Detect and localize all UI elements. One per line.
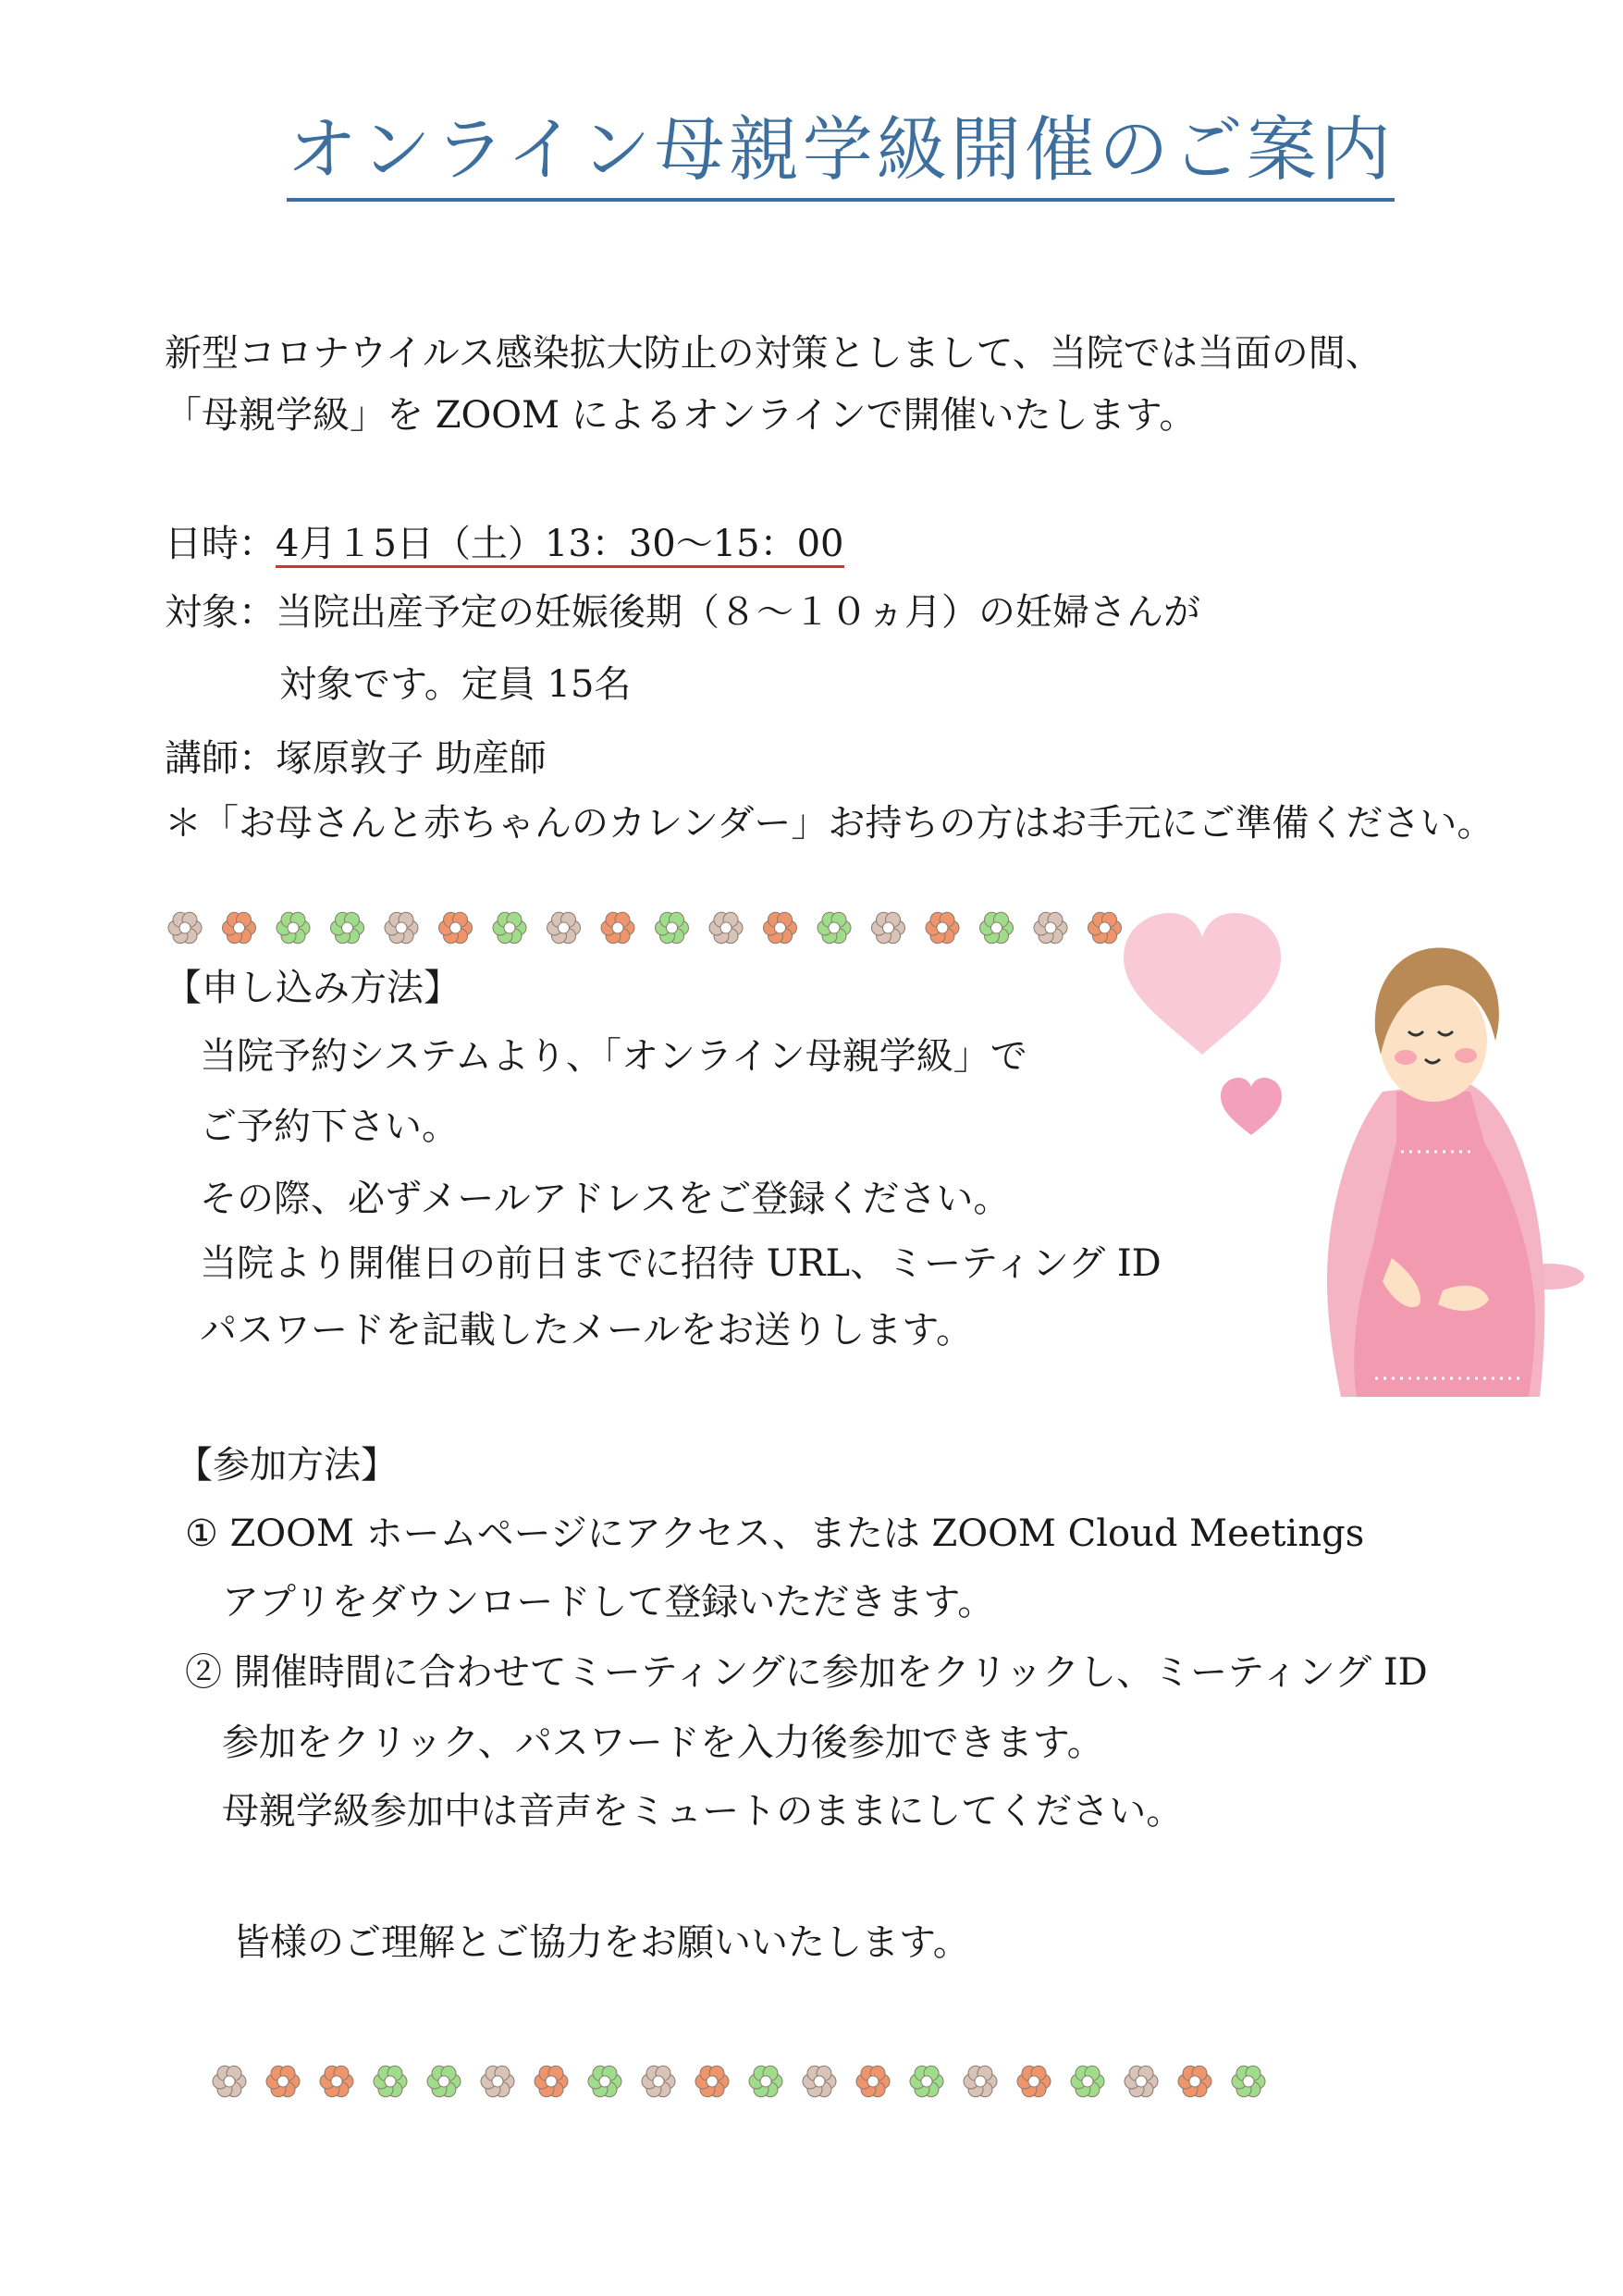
apply-line-4: 当院より開催日の前日までに招待 URL、ミーティング ID	[200, 1242, 1162, 1285]
flower-border-bottom	[211, 2063, 1284, 2100]
flower-icon	[213, 2066, 246, 2096]
flower-icon	[642, 2066, 675, 2096]
target-line-2: 対象です。定員 15名	[279, 663, 632, 706]
flower-icon	[749, 2066, 782, 2096]
flower-icon	[872, 912, 905, 943]
page-title: オンライン母親学級開催のご案内	[287, 104, 1395, 202]
flower-icon	[1034, 912, 1067, 943]
flower-icon	[588, 2066, 621, 2096]
join-line-2: アプリをダウンロードして登録いただきます。	[222, 1581, 995, 1623]
pregnant-woman-illustration	[1114, 893, 1595, 1401]
flower-icon	[374, 2066, 407, 2096]
flower-icon	[168, 912, 202, 943]
flower-icon	[910, 2066, 943, 2096]
apply-heading: 【申し込み方法】	[165, 967, 461, 1009]
flower-icon	[481, 2066, 514, 2096]
apply-line-2: ご予約下さい。	[200, 1105, 459, 1148]
calendar-note: ＊「お母さんと赤ちゃんのカレンダー」お持ちの方はお手元にご準備ください。	[165, 802, 1494, 845]
lecturer: 講師：塚原敦子 助産師	[165, 737, 547, 780]
flower-icon	[547, 912, 581, 943]
flower-icon	[1178, 2066, 1211, 2096]
flower-icon	[818, 912, 851, 943]
join-line-3: ② 開催時間に合わせてミーティングに参加をクリックし、ミーティング ID	[185, 1651, 1428, 1694]
join-heading: 【参加方法】	[176, 1444, 398, 1487]
join-line-5: 母親学級参加中は音声をミュートのままにしてください。	[222, 1790, 1184, 1833]
target-row	[165, 586, 1200, 638]
flower-icon	[439, 912, 473, 943]
flower-icon	[980, 912, 1014, 943]
flower-icon	[427, 2066, 461, 2096]
datetime-label: 日時：	[165, 523, 276, 565]
flower-icon	[493, 912, 526, 943]
flower-icon	[656, 912, 689, 943]
apply-line-3: その際、必ずメールアドレスをご登録ください。	[200, 1178, 1011, 1220]
flower-icon	[709, 912, 743, 943]
flower-icon	[277, 912, 310, 943]
join-line-4: 参加をクリック、パスワードを入力後参加できます。	[222, 1722, 1104, 1764]
heart-large-icon	[1124, 913, 1281, 1055]
flower-icon	[964, 2066, 997, 2096]
flower-icon	[1017, 2066, 1051, 2096]
flower-icon	[764, 912, 797, 943]
flower-icon	[1232, 2066, 1265, 2096]
flower-icon	[695, 2066, 729, 2096]
apply-line-5: パスワードを記載したメールをお送りします。	[200, 1309, 973, 1352]
intro-line-2: 「母親学級」を ZOOM によるオンラインで開催いたします。	[165, 394, 1197, 437]
flower-icon	[926, 912, 959, 943]
flower-icon	[535, 2066, 568, 2096]
flower-icon	[1125, 2066, 1158, 2096]
target-line-1: 当院出産予定の妊娠後期（８～１０ヵ月）の妊婦さんが	[276, 591, 1200, 634]
flower-border-top	[166, 909, 1147, 946]
flower-icon	[223, 912, 256, 943]
heart-small-icon	[1221, 1078, 1282, 1135]
datetime-row	[165, 518, 844, 570]
flower-icon	[803, 2066, 836, 2096]
flower-icon	[266, 2066, 300, 2096]
flower-icon	[385, 912, 418, 943]
flower-icon	[1071, 2066, 1104, 2096]
closing-message: 皆様のご理解とご協力をお願いいたします。	[233, 1921, 970, 1964]
intro-line-1: 新型コロナウイルス感染拡大防止の対策としまして、当院では当面の間、	[165, 332, 1383, 375]
target-label: 対象：	[165, 591, 276, 634]
apply-line-1: 当院予約システムより、「オンライン母親学級」で	[200, 1035, 1027, 1078]
flower-icon	[601, 912, 634, 943]
flower-icon	[320, 2066, 353, 2096]
join-line-1: ① ZOOM ホームページにアクセス、または ZOOM Cloud Meetings	[185, 1512, 1365, 1555]
datetime-value: 4月１5日（土）13：30～15：00	[276, 523, 844, 568]
flower-icon	[331, 912, 364, 943]
flower-icon	[856, 2066, 890, 2096]
